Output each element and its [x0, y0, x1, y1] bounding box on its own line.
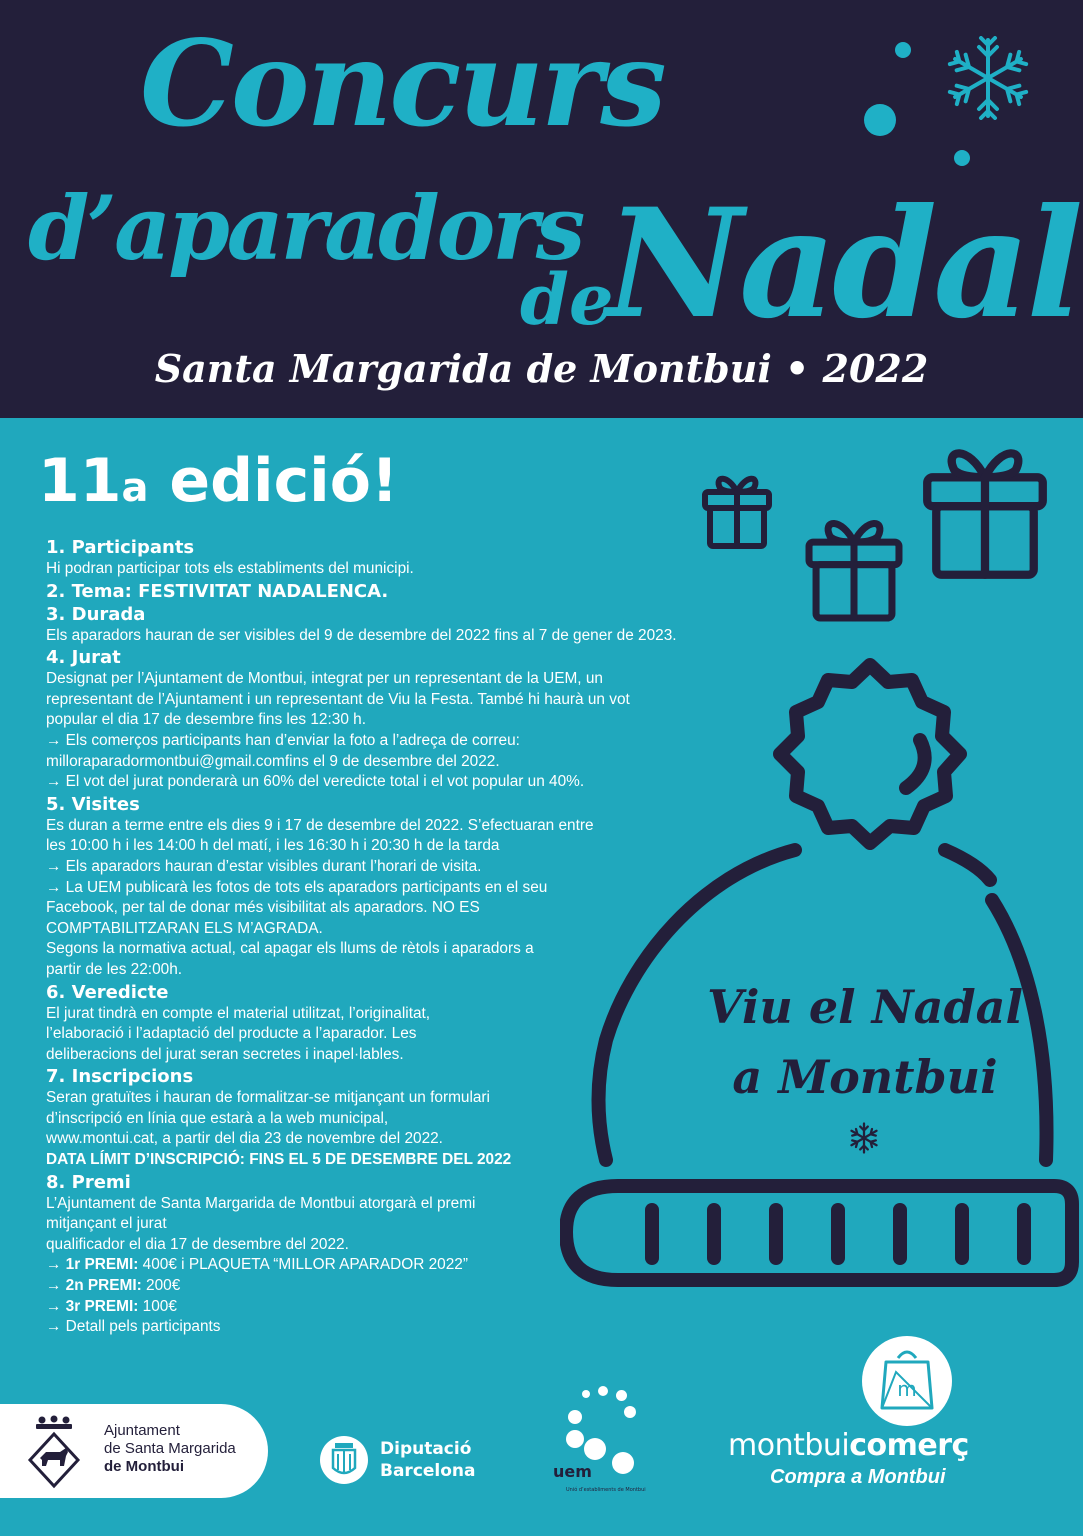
- coat-of-arms-icon: [26, 1414, 82, 1490]
- uem-dot: [582, 1390, 590, 1398]
- diputacio-line: Barcelona: [380, 1461, 476, 1481]
- edition-suffix: a: [121, 465, 149, 511]
- text-line: El jurat tindrà en compte el material utilitzat, l’originalitat,: [46, 1004, 431, 1022]
- section-heading: 6. Veredicte: [46, 981, 169, 1003]
- section-participants: [46, 536, 786, 580]
- title-de: de: [520, 258, 614, 341]
- section-text: Els aparadors hauran de ser visibles del 9 de desembre del 2022 fins al 7 de gener de 2023.: [46, 626, 677, 644]
- text-line: milloraparadormontbui@gmail.comfins el 9 de desembre del 2022.: [46, 752, 500, 770]
- decor-dot: [864, 104, 896, 136]
- brand-part-a: montbui: [728, 1428, 850, 1463]
- text-line: Facebook, per tal de donar més visibilitat als aparadors. NO ES: [46, 899, 480, 917]
- section-jurat: [46, 646, 786, 793]
- brand-part-b: comerç: [849, 1428, 969, 1463]
- decor-dot: [895, 42, 911, 58]
- montbuicomerc-tagline: Compra a Montbui: [770, 1466, 946, 1488]
- edition-number: 11: [38, 446, 122, 516]
- prize-value: 200€: [141, 1277, 181, 1295]
- text-line: mitjançant el jurat: [46, 1215, 167, 1233]
- uem-dot: [612, 1452, 634, 1474]
- text-line: popular el dia 17 de desembre fins les 12:30 h.: [46, 711, 366, 729]
- section-inscripcions: [46, 1065, 786, 1170]
- text-line: l’elaboració i l’adaptació del producte a l’aparador. Les: [46, 1025, 417, 1043]
- text-line: partir de les 22:00h.: [46, 960, 183, 978]
- deadline-bold: DATA LÍMIT D’INSCRIPCIÓ: FINS EL 5 DE DESEMBRE DEL 2022: [46, 1151, 512, 1169]
- title-nadal: Nadal: [606, 176, 1080, 352]
- diputacio-coat-of-arms-icon: [318, 1434, 370, 1486]
- text-line: representant de l’Ajuntament i un representant de Viu la Festa. També hi haurà un vot: [46, 690, 630, 708]
- section-veredicte: [46, 981, 786, 1066]
- text-line: Es duran a terme entre els dies 9 i 17 de desembre del 2022. S’efectuaran entre: [46, 816, 594, 834]
- tema-heading: 2. Tema:: [46, 580, 132, 602]
- prize-line: [46, 1297, 786, 1318]
- event-subtitle: Santa Margarida de Montbui • 2022: [154, 346, 929, 391]
- uem-dot: [584, 1438, 606, 1460]
- snowflake-icon: [848, 1122, 880, 1154]
- ajuntament-line: de Santa Margarida: [104, 1440, 236, 1457]
- deadline-text: [46, 1150, 786, 1171]
- prize-value: 400€ i PLAQUETA “MILLOR APARADOR 2022”: [138, 1256, 468, 1274]
- prize-label: 2n PREMI:: [65, 1277, 142, 1295]
- shopping-bag-icon: [862, 1336, 952, 1426]
- text-line: qualificador el dia 17 de desembre del 2022.: [46, 1235, 349, 1253]
- title-concurs: Concurs: [140, 14, 664, 153]
- uem-subtitle: Unió d’establiments de Montbui: [566, 1487, 646, 1493]
- uem-dot: [568, 1410, 582, 1424]
- diputacio-name: [380, 1438, 476, 1482]
- slogan-line-1: Viu el Nadal: [707, 980, 1023, 1034]
- section-heading: 8. Premi: [46, 1171, 131, 1193]
- edition-heading: [38, 446, 398, 516]
- ajuntament-logo: [0, 1404, 268, 1498]
- ajuntament-line-bold: de Montbui: [104, 1458, 184, 1475]
- section-premi: [46, 1171, 786, 1338]
- section-heading: 7. Inscripcions: [46, 1066, 194, 1088]
- prize-arrow: →: [46, 1277, 66, 1295]
- text-line: L’Ajuntament de Santa Margarida de Montbui atorgarà el premi: [46, 1194, 476, 1212]
- text-line: les 10:00 h i les 14:00 h del matí, i les 16:30 h i 20:30 h de la tarda: [46, 837, 500, 855]
- prize-line: [46, 1276, 786, 1297]
- text-line: → Detall pels participants: [46, 1318, 221, 1336]
- prize-line: [46, 1255, 786, 1276]
- gift-icon: [802, 508, 906, 624]
- ajuntament-line: Ajuntament: [104, 1422, 180, 1439]
- title-aparadors: d’aparadors: [28, 176, 583, 280]
- montbuicomerc-brand: [728, 1428, 969, 1463]
- gift-icon: [918, 434, 1052, 582]
- section-tema: [46, 580, 786, 603]
- section-visites: [46, 793, 786, 981]
- bull-icon: [40, 1448, 68, 1466]
- prize-value: 100€: [138, 1297, 177, 1315]
- decor-dot: [954, 150, 970, 166]
- section-text: Hi podran participar tots els establiments del municipi.: [46, 560, 414, 577]
- text-line: Designat per l’Ajuntament de Montbui, integrat per un representant de la UEM, un: [46, 670, 603, 688]
- uem-dot: [624, 1406, 636, 1418]
- section-heading: 3. Durada: [46, 603, 146, 625]
- diputacio-line: Diputació: [380, 1439, 472, 1459]
- prize-label: 3r PREMI:: [65, 1297, 139, 1315]
- text-line: d’inscripció en línia que estarà a la web municipal,: [46, 1109, 389, 1127]
- section-heading: [46, 580, 786, 603]
- prize-label: 1r PREMI:: [65, 1256, 139, 1274]
- header-banner: [0, 0, 1083, 418]
- text-line: → El vot del jurat ponderarà un 60% del veredicte total i el vot popular un 40%.: [46, 773, 585, 791]
- text-line: → Els comerços participants han d’enviar la foto a l’adreça de correu:: [46, 731, 520, 749]
- tema-value: FESTIVITAT NADALENCA.: [138, 580, 389, 602]
- section-durada: [46, 603, 786, 647]
- text-line: deliberacions del jurat seran secretes i inapel·lables.: [46, 1045, 404, 1063]
- text-line: → Els aparadors hauran d’estar visibles durant l’horari de visita.: [46, 857, 482, 875]
- edition-label: edició!: [169, 446, 399, 516]
- text-line: → La UEM publicarà les fotos de tots els aparadors participants en el seu: [46, 878, 548, 896]
- uem-dot: [616, 1390, 627, 1401]
- text-line: COMPTABILITZARAN ELS M’AGRADA.: [46, 919, 323, 937]
- text-line: Seran gratuïtes i hauran de formalitzar-se mitjançant un formulari: [46, 1089, 490, 1107]
- section-heading: 4. Jurat: [46, 647, 121, 669]
- slogan-line-2: a Montbui: [732, 1050, 998, 1104]
- rules-content: [46, 536, 786, 1338]
- uem-dot: [566, 1430, 584, 1448]
- uem-dot: [598, 1386, 608, 1396]
- ajuntament-name: [104, 1422, 236, 1476]
- section-heading: 5. Visites: [46, 793, 140, 815]
- snowflake-icon: [946, 36, 1030, 120]
- text-line: Segons la normativa actual, cal apagar els llums de rètols i aparadors a: [46, 940, 534, 958]
- svg-text:m: m: [897, 1377, 917, 1401]
- uem-label: uem: [553, 1462, 592, 1481]
- prize-arrow: →: [46, 1256, 66, 1274]
- prize-arrow: →: [46, 1297, 66, 1315]
- text-line: www.montui.cat, a partir del dia 23 de novembre del 2022.: [46, 1130, 443, 1148]
- section-heading: 1. Participants: [46, 537, 195, 558]
- ajuntament-line: [104, 1458, 236, 1476]
